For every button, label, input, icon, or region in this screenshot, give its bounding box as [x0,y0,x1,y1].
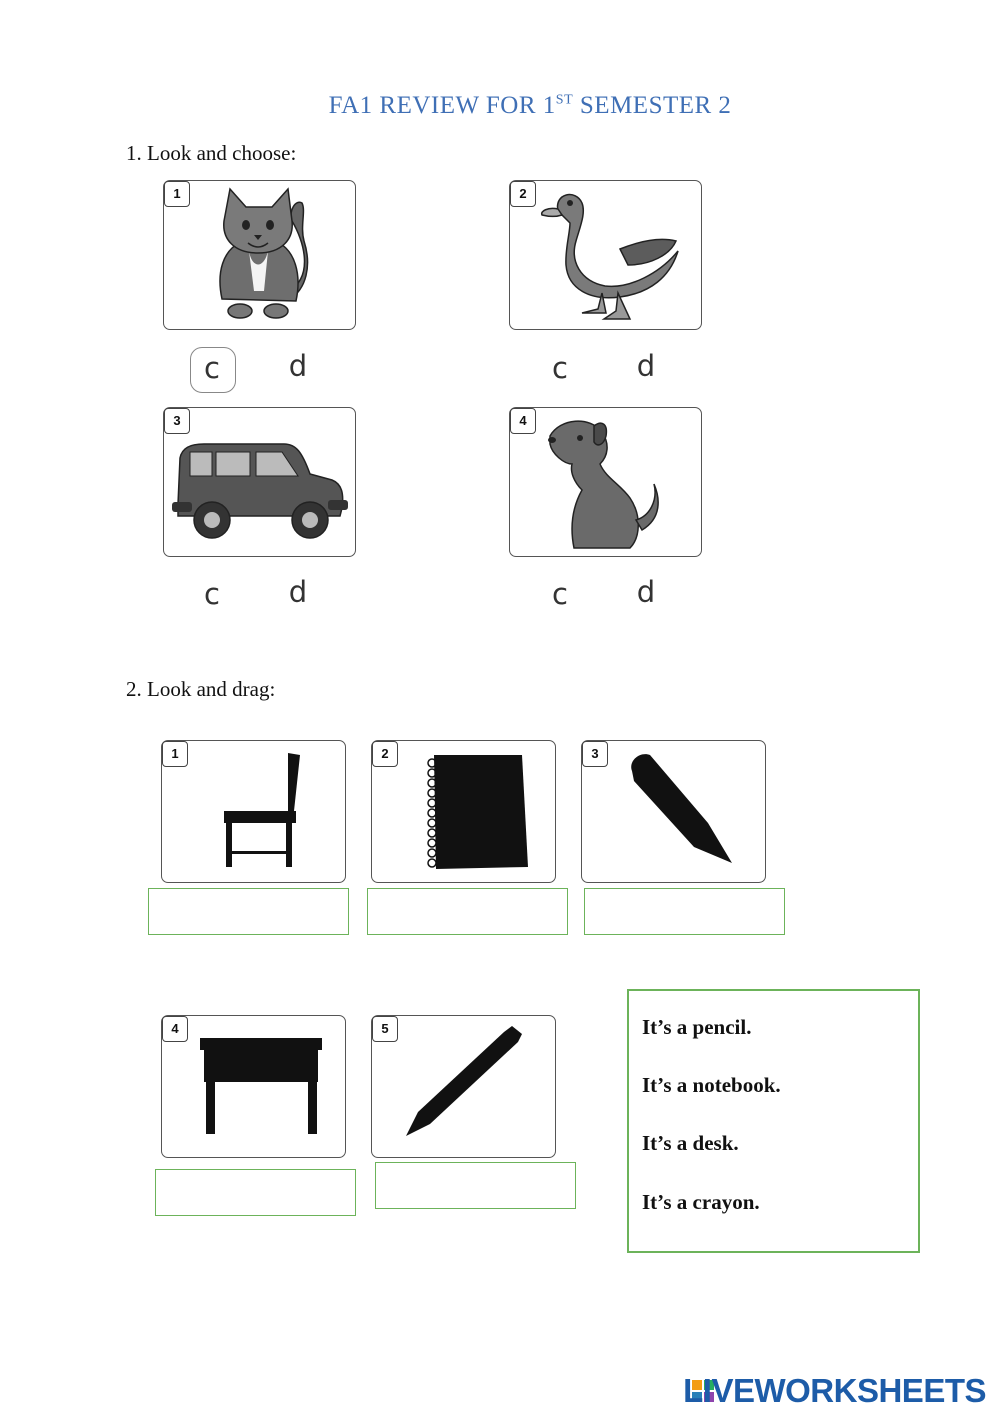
item-number: 1 [164,181,190,207]
notebook-picture-card [371,740,556,883]
desk-icon [162,1016,345,1157]
chair-picture-card [161,740,346,883]
item-number: 3 [582,741,608,767]
item-number: 4 [162,1016,188,1042]
choice-c[interactable]: c [552,351,568,385]
duck-icon [510,181,701,329]
liveworksheets-logo[interactable]: LIVEWORKSHEETS [683,1372,986,1409]
answer-box-5[interactable] [375,1162,576,1209]
item-number: 1 [162,741,188,767]
item-number: 3 [164,408,190,434]
word-option[interactable]: It’s a pencil. [642,1015,752,1039]
choice-d[interactable]: d [636,575,656,609]
dog-picture-card [509,407,702,557]
pencil-icon [372,1016,555,1157]
notebook-icon [372,741,555,882]
car-icon [164,408,355,556]
word-option[interactable]: It’s a crayon. [642,1190,760,1214]
cat-picture-card [163,180,356,330]
crayon-picture-card [581,740,766,883]
answer-box-1[interactable] [148,888,349,935]
chair-icon [162,741,345,882]
word-option[interactable]: It’s a desk. [642,1131,739,1155]
item-number: 2 [510,181,536,207]
section1-heading: 1. Look and choose: [126,141,297,165]
answer-box-3[interactable] [584,888,785,935]
answer-box-2[interactable] [367,888,568,935]
duck-picture-card [509,180,702,330]
desk-picture-card [161,1015,346,1158]
cat-icon [164,181,355,329]
choice-c[interactable]: c [552,577,568,611]
item-number: 2 [372,741,398,767]
page-title: FA1 REVIEW FOR 1ST SEMESTER 2 [328,92,732,119]
item-number: 5 [372,1016,398,1042]
choice-d[interactable]: d [636,349,656,383]
car-picture-card [163,407,356,557]
choice-d[interactable]: d [288,575,308,609]
choice-d[interactable]: d [288,349,308,383]
crayon-icon [582,741,765,882]
choice-c[interactable]: c [204,577,220,611]
word-bank [627,989,920,1253]
dog-icon [510,408,701,556]
word-option[interactable]: It’s a notebook. [642,1073,781,1097]
answer-box-4[interactable] [155,1169,356,1216]
item-number: 4 [510,408,536,434]
choice-c[interactable]: c [204,351,220,385]
section2-heading: 2. Look and drag: [126,677,276,701]
pencil-picture-card [371,1015,556,1158]
